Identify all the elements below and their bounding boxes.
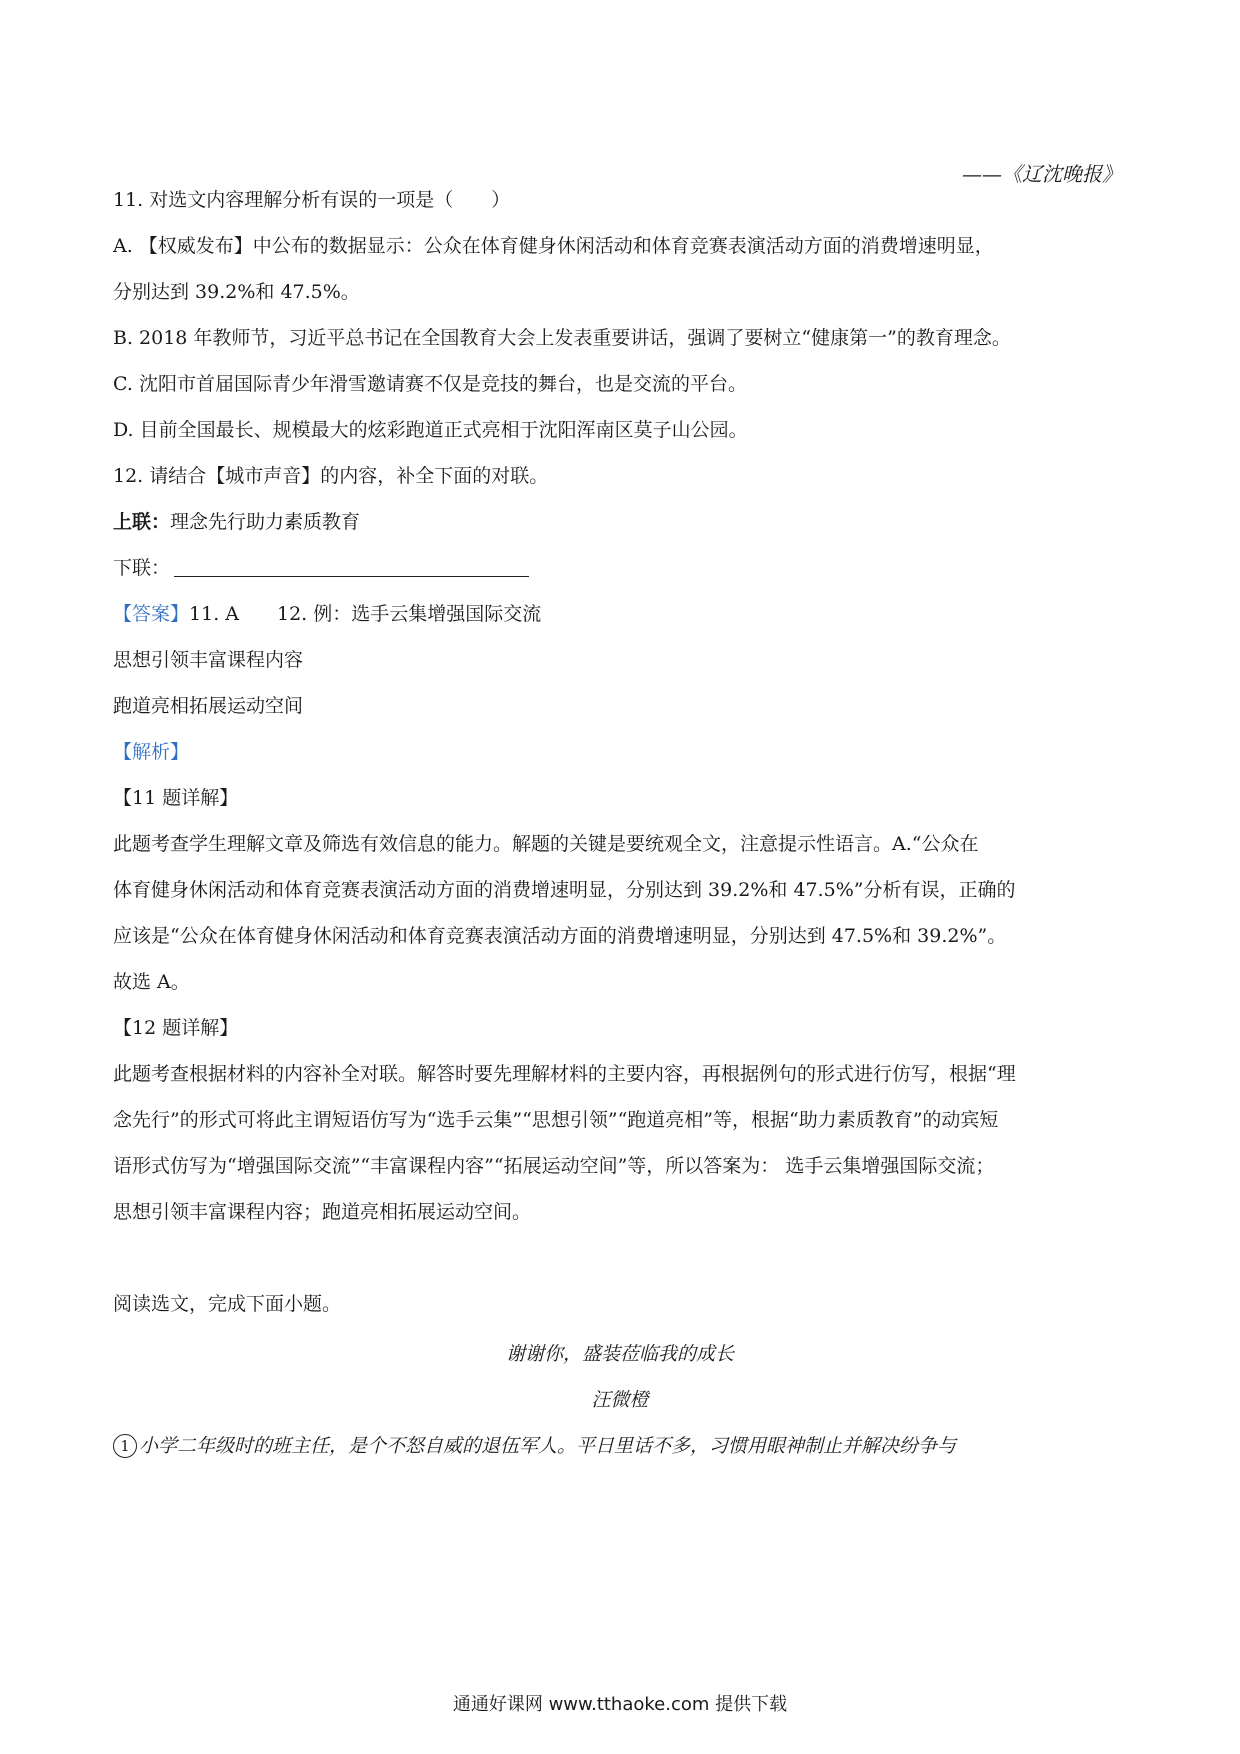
- lower-label: 下联：: [113, 557, 171, 579]
- upper-text: 理念先行助力素质教育: [170, 511, 361, 533]
- q12-upper-couplet: [113, 508, 1133, 536]
- answer-line-3: 跑道亮相拓展运动空间: [113, 695, 304, 717]
- q11-option-c: C. 沈阳市首届国际青少年滑雪邀请赛不仅是竞技的舞台，也是交流的平台。: [113, 373, 747, 395]
- q11-detail-line: 故选 A。: [113, 971, 190, 993]
- answer-line-2: 思想引领丰富课程内容: [113, 649, 304, 671]
- upper-label: 上联：: [113, 511, 171, 533]
- q11-detail-line: 此题考查学生理解文章及筛选有效信息的能力。解题的关键是要统观全文，注意提示性语言。A.“公众在: [113, 833, 979, 855]
- source-attribution: ——《辽沈晚报》: [962, 162, 1122, 186]
- q11-stem: 11. 对选文内容理解分析有误的一项是（ ）: [113, 189, 511, 211]
- q12-lower-couplet: [113, 554, 1133, 582]
- passage-author: 汪微橙: [591, 1389, 649, 1411]
- q12-detail-line: 思想引领丰富课程内容；跑道亮相拓展运动空间。: [113, 1201, 532, 1223]
- passage-title: 谢谢你，盛装莅临我的成长: [505, 1343, 734, 1365]
- q11-detail-line: 体育健身休闲活动和体育竞赛表演活动方面的消费增速明显，分别达到 39.2%和 47.5%”分析有误，正确的: [113, 879, 1016, 901]
- q11-detail-title: 【11 题详解】: [113, 787, 239, 809]
- q11-option-a-line2: 分别达到 39.2%和 47.5%。: [113, 281, 360, 303]
- footer-source: 通通好课网 www.tthaoke.com 提供下载: [452, 1694, 788, 1715]
- q12-detail-line: 此题考查根据材料的内容补全对联。解答时要先理解材料的主要内容，再根据例句的形式进行仿写，根据“理: [113, 1063, 1016, 1085]
- paragraph-number: 1: [113, 1434, 137, 1458]
- q12-detail-line: 语形式仿写为“增强国际交流”“丰富课程内容”“拓展运动空间”等，所以答案为： 选手云集增强国际交流；: [113, 1155, 995, 1177]
- answer-text: 11. A 12. 例：选手云集增强国际交流: [189, 603, 542, 625]
- q12-detail-line: 念先行”的形式可将此主谓短语仿写为“选手云集”“思想引领”“跑道亮相”等，根据“助力素质教育”的动宾短: [113, 1109, 999, 1131]
- q11-option-d: D. 目前全国最长、规模最大的炫彩跑道正式亮相于沈阳浑南区莫子山公园。: [113, 419, 748, 441]
- q11-option-a-line1: A. 【权威发布】中公布的数据显示：公众在体育健身休闲活动和体育竞赛表演活动方面的消费增速明显，: [113, 235, 994, 257]
- q11-detail-line: 应该是“公众在体育健身休闲活动和体育竞赛表演活动方面的消费增速明显，分别达到 47.5%和 39.2%”。: [113, 925, 1007, 947]
- analysis-label: 【解析】: [113, 741, 190, 763]
- paragraph-text: 小学二年级时的班主任，是个不怒自威的退伍军人。平日里话不多，习惯用眼神制止并解决纷争与: [139, 1435, 957, 1457]
- q11-option-b: B. 2018 年教师节，习近平总书记在全国教育大会上发表重要讲话，强调了要树立“健康第一”的教育理念。: [113, 327, 1011, 349]
- answer-blank-line: [174, 556, 529, 577]
- answer-line: [113, 600, 1133, 628]
- q12-stem: 12. 请结合【城市声音】的内容，补全下面的对联。: [113, 465, 549, 487]
- q12-detail-title: 【12 题详解】: [113, 1017, 239, 1039]
- passage-paragraph-1: [113, 1432, 1133, 1460]
- reading-intro: 阅读选文，完成下面小题。: [113, 1293, 342, 1315]
- answer-label: 【答案】: [113, 603, 190, 625]
